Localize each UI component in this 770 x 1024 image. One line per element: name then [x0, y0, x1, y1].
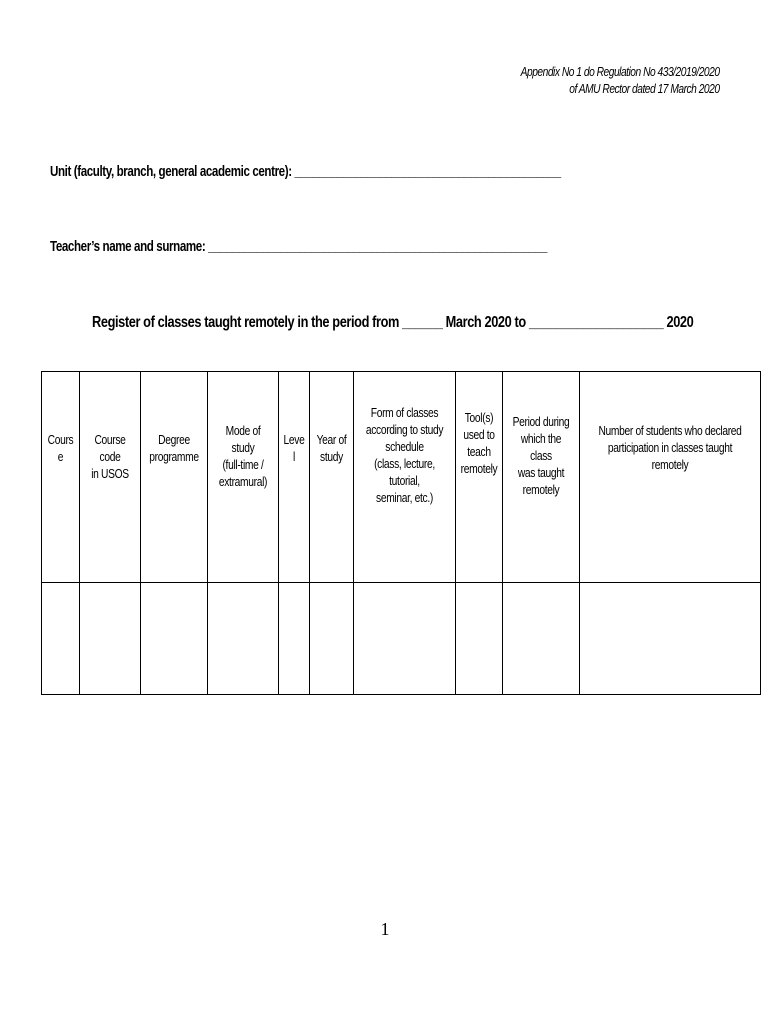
- cell-number-of-students[interactable]: [580, 583, 761, 695]
- cell-form-of-classes[interactable]: [354, 583, 456, 695]
- appendix-line-1: Appendix No 1 do Regulation No 433/2019/2020: [521, 65, 720, 79]
- page-number: 1: [380, 919, 390, 939]
- cell-level[interactable]: [279, 583, 310, 695]
- register-title: Register of classes taught remotely in the period from ______ March 2020 to ____________________ 2020: [92, 314, 694, 331]
- appendix-note: [521, 64, 720, 98]
- table-row: [42, 583, 761, 695]
- col-degree-programme-header: Degree programme: [141, 372, 208, 583]
- col-level-header: Leve l: [279, 372, 310, 583]
- cell-mode-of-study[interactable]: [208, 583, 279, 695]
- cell-tools[interactable]: [456, 583, 503, 695]
- teacher-name-field[interactable]: Teacher’s name and surname: ________________________________________________________: [50, 239, 548, 255]
- cell-course[interactable]: [42, 583, 80, 695]
- col-year-of-study-header: Year of study: [310, 372, 354, 583]
- cell-period[interactable]: [503, 583, 580, 695]
- col-mode-of-study-header: Mode of study (full-time / extramural): [208, 372, 279, 583]
- appendix-line-2: of AMU Rector dated 17 March 2020: [569, 82, 720, 96]
- col-number-of-students-header: Number of students who declared participation in classes taught remotely: [580, 372, 761, 583]
- col-course-header: Cours e: [42, 372, 80, 583]
- col-course-code-header: Course code in USOS: [80, 372, 141, 583]
- table-header-row: [42, 372, 761, 583]
- cell-course-code[interactable]: [80, 583, 141, 695]
- register-table: [41, 371, 761, 695]
- col-tools-header: Tool(s) used to teach remotely: [456, 372, 503, 583]
- cell-year-of-study[interactable]: [310, 583, 354, 695]
- unit-field[interactable]: Unit (faculty, branch, general academic centre): ____________________________________________: [50, 164, 561, 180]
- col-period-header: Period during which the class was taught remotely: [503, 372, 580, 583]
- cell-degree-programme[interactable]: [141, 583, 208, 695]
- col-form-of-classes-header: Form of classes according to study schedule (class, lecture, tutorial, seminar, etc.): [354, 372, 456, 583]
